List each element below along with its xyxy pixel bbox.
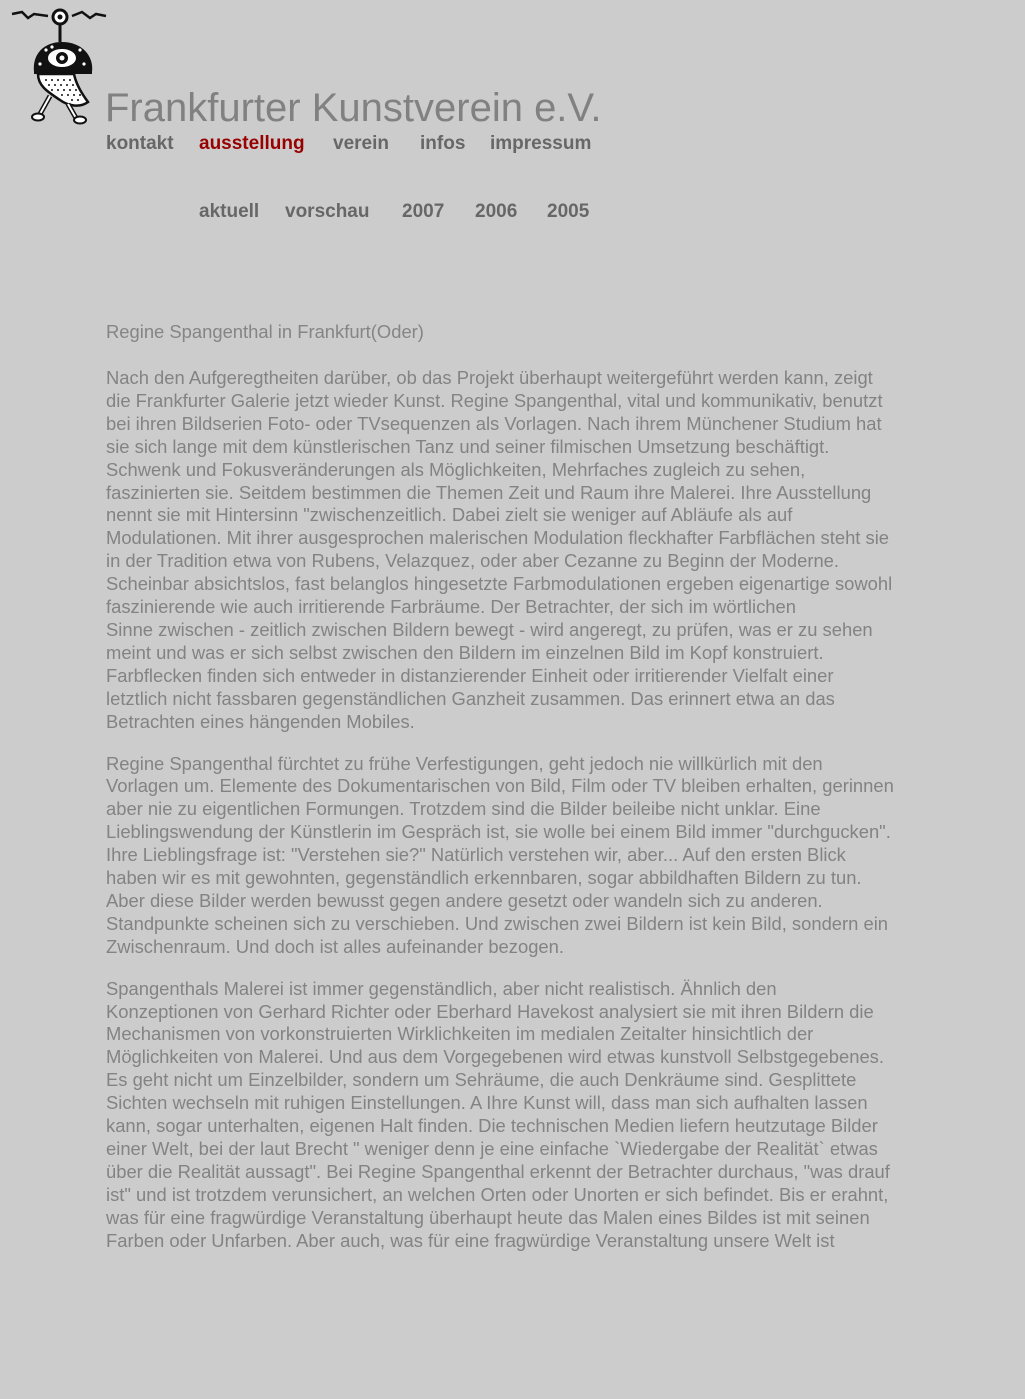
article-text-line: Nach den Aufgeregtheiten darüber, ob das Projekt überhaupt weitergeführt werden kann, zeigt (106, 367, 873, 388)
article-text-line: Schwenk und Fokusveränderungen als Möglichkeiten, Mehrfaches zugleich zu sehen, (106, 458, 806, 480)
article-text-line: Standpunkte scheinen sich zu verschieben. Und zwischen zwei Bildern ist kein Bild, sondern ein (106, 912, 889, 934)
article-text-line: Möglichkeiten von Malerei. Und aus dem Vorgegebenen wird etwas kunstvoll Selbstgegebenes. (106, 1046, 884, 1068)
article-text-line: Lieblingswendung der Künstlerin im Gespräch ist, sie wolle bei einem Bild immer "durchgucken". (106, 821, 891, 843)
subnav-item-2005[interactable]: 2005 (547, 201, 590, 222)
article-text-line: faszinierten sie. Seitdem bestimmen die Themen Zeit und Raum ihre Malerei. Ihre Ausstellung (106, 481, 872, 503)
article-text-line: Modulationen. Mit ihrer ausgesprochen malerischen Modulation fleckhafter Farbflächen steht sie (106, 527, 890, 549)
article-text-line: Zwischenraum. Und doch ist alles aufeinander bezogen. (106, 935, 564, 957)
subnav-item-vorschau[interactable]: vorschau (285, 201, 370, 222)
subnav-item-2007[interactable]: 2007 (402, 201, 445, 222)
article-text-line: Konzeptionen von Gerhard Richter oder Eberhard Havekost analysiert sie mit ihren Bildern die (106, 1000, 874, 1022)
subnav-item-2006[interactable]: 2006 (475, 201, 518, 222)
article-text-line: Regine Spangenthal fürchtet zu frühe Verfestigungen, geht jedoch nie willkürlich mit den (106, 752, 823, 774)
site-title: Frankfurter Kunstverein e.V. (105, 86, 602, 130)
article-text-line: Vorlagen um. Elemente des Dokumentarischen von Bild, Film oder TV bleiben erhalten, gerinnen (106, 775, 894, 797)
article-text-line: Ihre Lieblingsfrage ist: "Verstehen sie?" Natürlich verstehen wir, aber... Auf den ersten Blick (106, 844, 846, 866)
article-heading: Regine Spangenthal in Frankfurt(Oder) (106, 321, 424, 342)
article-text-line: Farben oder Unfarben. Aber auch, was für eine fragwürdige Veranstaltung unsere Welt ist (106, 1229, 835, 1251)
article-text-line: Spangenthals Malerei ist immer gegenständlich, aber nicht realistisch. Ähnlich den (106, 977, 777, 999)
article-text-line: Mechanismen von vorkonstruierten Wirklichkeiten im medialen Zeitalter hinsichtlich der (106, 1023, 814, 1045)
nav-item-verein[interactable]: verein (333, 133, 389, 154)
article-text-line: die Frankfurter Galerie jetzt wieder Kunst. Regine Spangenthal, vital und kommunikativ, benutzt (106, 389, 883, 411)
article-text-line: kann, sogar unterhalten, eigenen Halt finden. Die technischen Medien liefern heutzutage Bilder (106, 1115, 878, 1137)
article-text-line: was für eine fragwürdige Veranstaltung überhaupt heute das Malen eines Bildes ist mit seinen (106, 1206, 870, 1228)
article-paragraph (106, 978, 970, 1253)
article-text-line: einer Welt, bei der laut Brecht " weniger denn je eine einfache `Wiedergabe der Realität` etwas (106, 1138, 878, 1159)
article-text-line: bei ihren Bildserien Foto- oder TVsequenzen als Vorlagen. Nach ihrem Münchener Studium hat (106, 412, 882, 434)
article-text-line: in der Tradition etwa von Rubens, Velazquez, oder aber Cezanne zu Beginn der Moderne. (106, 550, 840, 572)
article-text-line: letztlich nicht fassbaren gegenständlichen Ganzheit zusammen. Das erinnert etwa an das (106, 687, 835, 709)
nav-item-impressum[interactable]: impressum (490, 133, 592, 154)
article-text-line: ist" und ist trotzdem verunsichert, an welchen Orten oder Unorten er sich befindet. Bis er erahnt, (106, 1183, 889, 1205)
article-text-line: aber nie zu eigentlichen Formungen. Trotzdem sind die Bilder beileibe nicht unklar. Eine (106, 798, 821, 820)
article (106, 320, 970, 1272)
article-text-line: faszinierende wie auch irritierende Farbräume. Der Betrachter, der sich im wörtlichen (106, 596, 796, 618)
article-text-line: haben wir es mit gewohnten, gegenständlich erkennbaren, sogar abbildhaften Bildern zu tun. (106, 867, 862, 889)
article-text-line: sie sich lange mit dem künstlerischen Tanz und seiner filmischen Umsetzung beschäftigt. (106, 435, 830, 457)
article-paragraph (106, 753, 970, 959)
article-text-line: Es geht nicht um Einzelbilder, sondern um Sehräume, die auch Denkräume sind. Gesplittete (106, 1069, 857, 1091)
article-text-line: nennt sie mit Hintersinn "zwischenzeitlich. Dabei zielt sie weniger auf Abläufe als auf (106, 504, 793, 526)
article-text-line: Aber diese Bilder werden bewusst gegen andere gesetzt oder wandeln sich zu anderen. (106, 889, 823, 911)
nav-item-infos[interactable]: infos (420, 133, 466, 154)
walking-eye-figure-logo-icon (10, 4, 110, 126)
nav-item-ausstellung[interactable]: ausstellung (199, 133, 305, 154)
article-paragraph (106, 367, 970, 734)
article-text-line: Sinne zwischen - zeitlich zwischen Bildern bewegt - wird angeregt, zu prüfen, was er zu sehen (106, 618, 873, 640)
article-text-line: meint und was er sich selbst zwischen den Bildern im einzelnen Bild im Kopf konstruiert. (106, 641, 824, 663)
article-text-line: Scheinbar absichtslos, fast belanglos hingesetzte Farbmodulationen ergeben eigenartige sowohl (106, 573, 893, 595)
article-text-line: Sichten wechseln mit ruhigen Einstellungen. A Ihre Kunst will, dass man sich aufhalten lassen (106, 1092, 868, 1114)
nav-item-kontakt[interactable]: kontakt (106, 133, 174, 154)
article-text-line: Farbflecken finden sich entweder in distanzierender Einheit oder irritierender Vielfalt einer (106, 664, 834, 686)
article-text-line: über die Realität aussagt". Bei Regine Spangenthal erkennt der Betrachter durchaus, "was drauf (106, 1160, 890, 1182)
subnav-item-aktuell[interactable]: aktuell (199, 201, 260, 222)
site-logo[interactable] (10, 4, 110, 126)
article-text-line: Betrachten eines hängenden Mobiles. (106, 710, 415, 732)
